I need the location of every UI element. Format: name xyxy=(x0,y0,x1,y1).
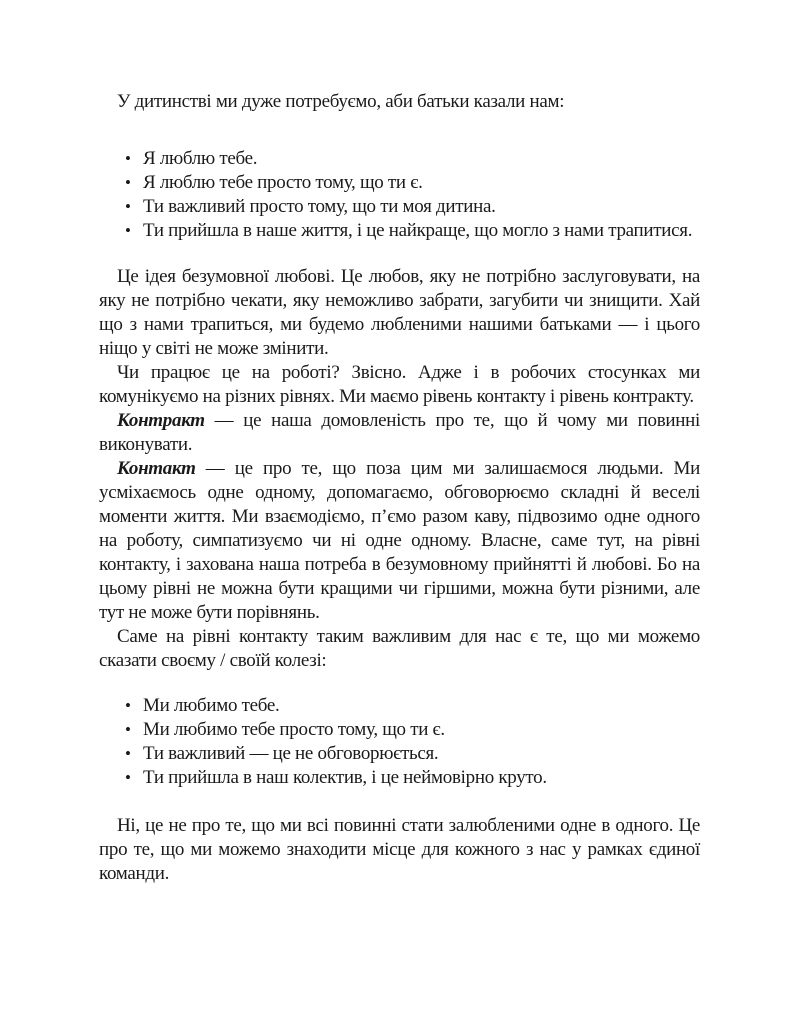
contact-level-paragraph: Саме на рівні контакту таким важливим для нас є те, що ми можемо сказати своєму / своїй колезі: xyxy=(99,626,700,671)
colleague-list xyxy=(99,694,700,790)
contract-paragraph xyxy=(99,409,700,457)
list-item xyxy=(125,766,700,790)
list-item xyxy=(125,694,700,718)
list-item xyxy=(125,742,700,766)
list-item-text: Ти прийшла в наш колектив, і це неймовірно круто. xyxy=(143,767,547,788)
closing-paragraph: Ні, це не про те, що ми всі повинні стати залюбленими одне в одного. Це про те, що ми можемо знаходити місце для кожного з нас у рамках єдиної команди. xyxy=(99,815,700,884)
bullet-icon: • xyxy=(125,197,131,216)
list-item-text: Я люблю тебе. xyxy=(143,148,258,169)
list-item xyxy=(125,147,700,171)
list-item-text: Ти важливий — це не обговорюється. xyxy=(143,743,439,764)
list-item xyxy=(125,195,700,219)
bullet-icon: • xyxy=(125,696,131,715)
list-item-text: Ти важливий просто тому, що ти моя дитина. xyxy=(143,196,496,217)
list-item xyxy=(125,171,700,195)
list-item-text: Я люблю тебе просто тому, що ти є. xyxy=(143,172,423,193)
bullet-icon: • xyxy=(125,720,131,739)
text-block xyxy=(99,90,700,886)
contact-paragraph-text: — це про те, що поза цим ми залишаємося людьми. Ми усміхаємось одне одному, допомагаємо, обговорюємо складні й веселі моменти життя. Ми взаємодіємо, п’ємо разом каву, підвозимо одне одного на роботу, симпатизуємо чи ні одне одному. Власне, саме тут, на рівні контакту, і захована наша потреба в безумовному прийнятті й любові. Бо на цьому рівні не можна бути кращими чи гіршими, можна бути різними, але тут не може бути порівнянь. xyxy=(99,458,700,623)
list-item-text: Ми любимо тебе. xyxy=(143,695,280,716)
childhood-list xyxy=(99,147,700,243)
bullet-icon: • xyxy=(125,221,131,240)
contact-paragraph xyxy=(99,457,700,625)
term-contract: Контракт xyxy=(117,410,205,431)
list-item xyxy=(125,219,700,243)
unconditional-love-paragraph: Це ідея безумовної любові. Це любов, яку не потрібно заслуговувати, на яку не потрібно чекати, яку неможливо забрати, загубити чи знищити. Хай що з нами трапиться, ми будемо любленими нашими батьками — і цього ніщо у світі не може змінити. xyxy=(99,266,700,359)
work-question-paragraph: Чи працює це на роботі? Звісно. Адже і в робочих стосунках ми комунікуємо на різних рівнях. Ми маємо рівень контакту і рівень контракту. xyxy=(99,362,700,407)
bullet-icon: • xyxy=(125,744,131,763)
term-contact: Контакт xyxy=(117,458,196,479)
bullet-icon: • xyxy=(125,173,131,192)
bullet-icon: • xyxy=(125,149,131,168)
contract-paragraph-text: — це наша домовленість про те, що й чому ми повинні виконувати. xyxy=(99,410,700,455)
bullet-icon: • xyxy=(125,768,131,787)
list-item xyxy=(125,718,700,742)
intro-paragraph: У дитинстві ми дуже потребуємо, аби батьки казали нам: xyxy=(117,91,565,112)
list-item-text: Ми любимо тебе просто тому, що ти є. xyxy=(143,719,445,740)
list-item-text: Ти прийшла в наше життя, і це найкраще, що могло з нами трапитися. xyxy=(143,220,693,241)
